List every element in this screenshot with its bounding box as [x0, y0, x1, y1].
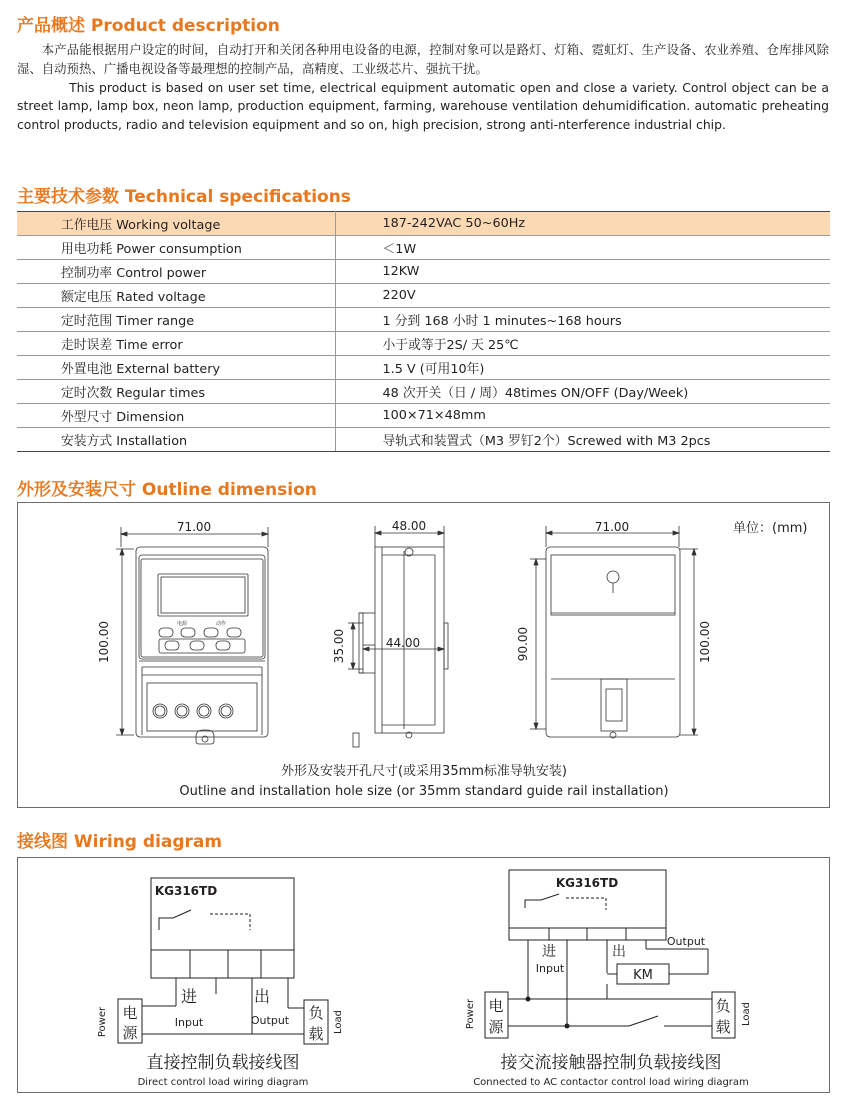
dim-side-44: 44.00 [385, 636, 421, 650]
direct-power-cn-1: 电 [122, 1004, 138, 1022]
spec-row [17, 356, 830, 380]
spec-label: 走时误差 Time error [17, 332, 335, 356]
outline-caption-en: Outline and installation hole size (or 35mm standard guide rail installation) [179, 784, 669, 799]
contactor-in-cn: 进 [542, 944, 556, 960]
spec-value: ＜1W [335, 236, 830, 260]
contactor-load-cn-2: 载 [715, 1018, 731, 1036]
spec-row [17, 404, 830, 428]
spec-value: 220V [335, 284, 830, 308]
km-label: KM [633, 968, 653, 983]
direct-out-cn: 出 [253, 987, 271, 1006]
wiring-panel [17, 857, 830, 1093]
spec-label: 用电功耗 Power consumption [17, 236, 335, 260]
dim-back-width: 71.00 [594, 520, 630, 534]
spec-label: 额定电压 Rated voltage [17, 284, 335, 308]
contactor-load-en: Load [741, 1002, 752, 1026]
direct-power-cn-2: 源 [122, 1024, 138, 1042]
direct-caption-en: Direct control load wiring diagram [137, 1077, 309, 1088]
spec-row [17, 212, 830, 236]
direct-in-cn: 进 [180, 987, 198, 1006]
contactor-caption-en: Connected to AC contactor control load wiring diagram [473, 1077, 749, 1088]
spec-row [17, 284, 830, 308]
direct-load-cn-2: 载 [308, 1025, 324, 1043]
front-view [116, 527, 268, 744]
direct-power-en: Power [97, 1006, 108, 1038]
direct-model-label: KG316TD [154, 884, 218, 898]
product-description-title: 产品概述 Product description [17, 16, 280, 36]
direct-wiring-diagram [118, 878, 328, 1044]
direct-load-cn-1: 负 [308, 1004, 324, 1022]
spec-row [17, 332, 830, 356]
contactor-out-en: Output [666, 935, 706, 948]
dim-front-height: 100.00 [97, 621, 111, 663]
product-description [17, 41, 829, 135]
spec-label: 定时次数 Regular times [17, 380, 335, 404]
wiring-title: 接线图 Wiring diagram [17, 832, 223, 852]
spec-row [17, 260, 830, 284]
spec-label: 工作电压 Working voltage [17, 212, 335, 236]
contactor-wiring-diagram [485, 870, 735, 1038]
outline-caption-cn: 外形及安装开孔尺寸(或采用35mm标准导轨安装) [280, 764, 568, 779]
dim-back-90: 90.00 [516, 626, 530, 662]
contactor-caption-cn: 接交流接触器控制负载接线图 [500, 1053, 722, 1073]
spec-label: 外置电池 External battery [17, 356, 335, 380]
spec-value: 187-242VAC 50~60Hz [335, 212, 830, 236]
wiring-drawing [18, 858, 831, 1094]
spec-label: 外型尺寸 Dimension [17, 404, 335, 428]
spec-value: 48 次开关（日 / 周）48times ON/OFF (Day/Week) [335, 380, 830, 404]
dim-back-height: 100.00 [698, 621, 712, 663]
contactor-power-cn-2: 源 [488, 1018, 504, 1036]
spec-label: 定时范围 Timer range [17, 308, 335, 332]
spec-value: 12KW [335, 260, 830, 284]
dim-side-depth: 48.00 [391, 519, 427, 533]
specs-title: 主要技术参数 Technical specifications [17, 187, 351, 207]
product-description-en: This product is based on user set time, electrical equipment automatic open and close a variety. Control object can be a street lamp, lamp box, neon lamp, production equipment, farming, warehouse ventilation dehumidification. automatic preheating control products, radio and television equipment and so on, high precision, strong anti-nterference industrial chip. [17, 79, 829, 133]
spec-row [17, 428, 830, 452]
spec-row [17, 236, 830, 260]
spec-label: 安装方式 Installation [17, 428, 335, 452]
dim-side-rail: 35.00 [332, 628, 346, 664]
spec-label: 控制功率 Control power [17, 260, 335, 284]
spec-value: 1.5 V (可用10年) [335, 356, 830, 380]
specs-table [17, 211, 830, 452]
outline-panel [17, 502, 830, 808]
spec-row [17, 308, 830, 332]
direct-caption-cn: 直接控制负载接线图 [146, 1053, 300, 1073]
spec-value: 100×71×48mm [335, 404, 830, 428]
contactor-power-cn-1: 电 [488, 997, 504, 1015]
contactor-load-cn-1: 负 [715, 997, 731, 1015]
spec-value: 1 分到 168 小时 1 minutes~168 hours [335, 308, 830, 332]
spec-value: 小于或等于2S/ 天 25℃ [335, 332, 830, 356]
contactor-in-en: Input [535, 962, 565, 975]
front-power-label: 电源 [177, 621, 188, 627]
unit-label: 单位：(mm) [733, 521, 808, 536]
outline-title: 外形及安装尺寸 Outline dimension [17, 480, 317, 500]
front-output-label: 动作 [216, 621, 227, 627]
direct-out-en: Output [250, 1014, 290, 1027]
back-view [530, 526, 698, 738]
contactor-out-cn: 出 [612, 944, 626, 960]
spec-row [17, 380, 830, 404]
outline-drawing [18, 503, 831, 809]
spec-value: 导轨式和装置式（M3 罗钉2个）Screwed with M3 2pcs [335, 428, 830, 452]
contactor-power-en: Power [465, 998, 476, 1030]
direct-load-en: Load [333, 1010, 344, 1034]
direct-in-en: Input [174, 1016, 204, 1029]
product-description-cn: 本产品能根据用户设定的时间，自动打开和关闭各种用电设备的电源，控制对象可以是路灯、灯箱、霓虹灯、生产设备、农业养殖、仓库排风除湿、自动预热、广播电视设备等最理想的控制产品，高精度、工业级芯片、强抗干扰。 [17, 42, 829, 76]
contactor-model-label: KG316TD [555, 876, 619, 890]
dim-front-width: 71.00 [176, 520, 212, 534]
